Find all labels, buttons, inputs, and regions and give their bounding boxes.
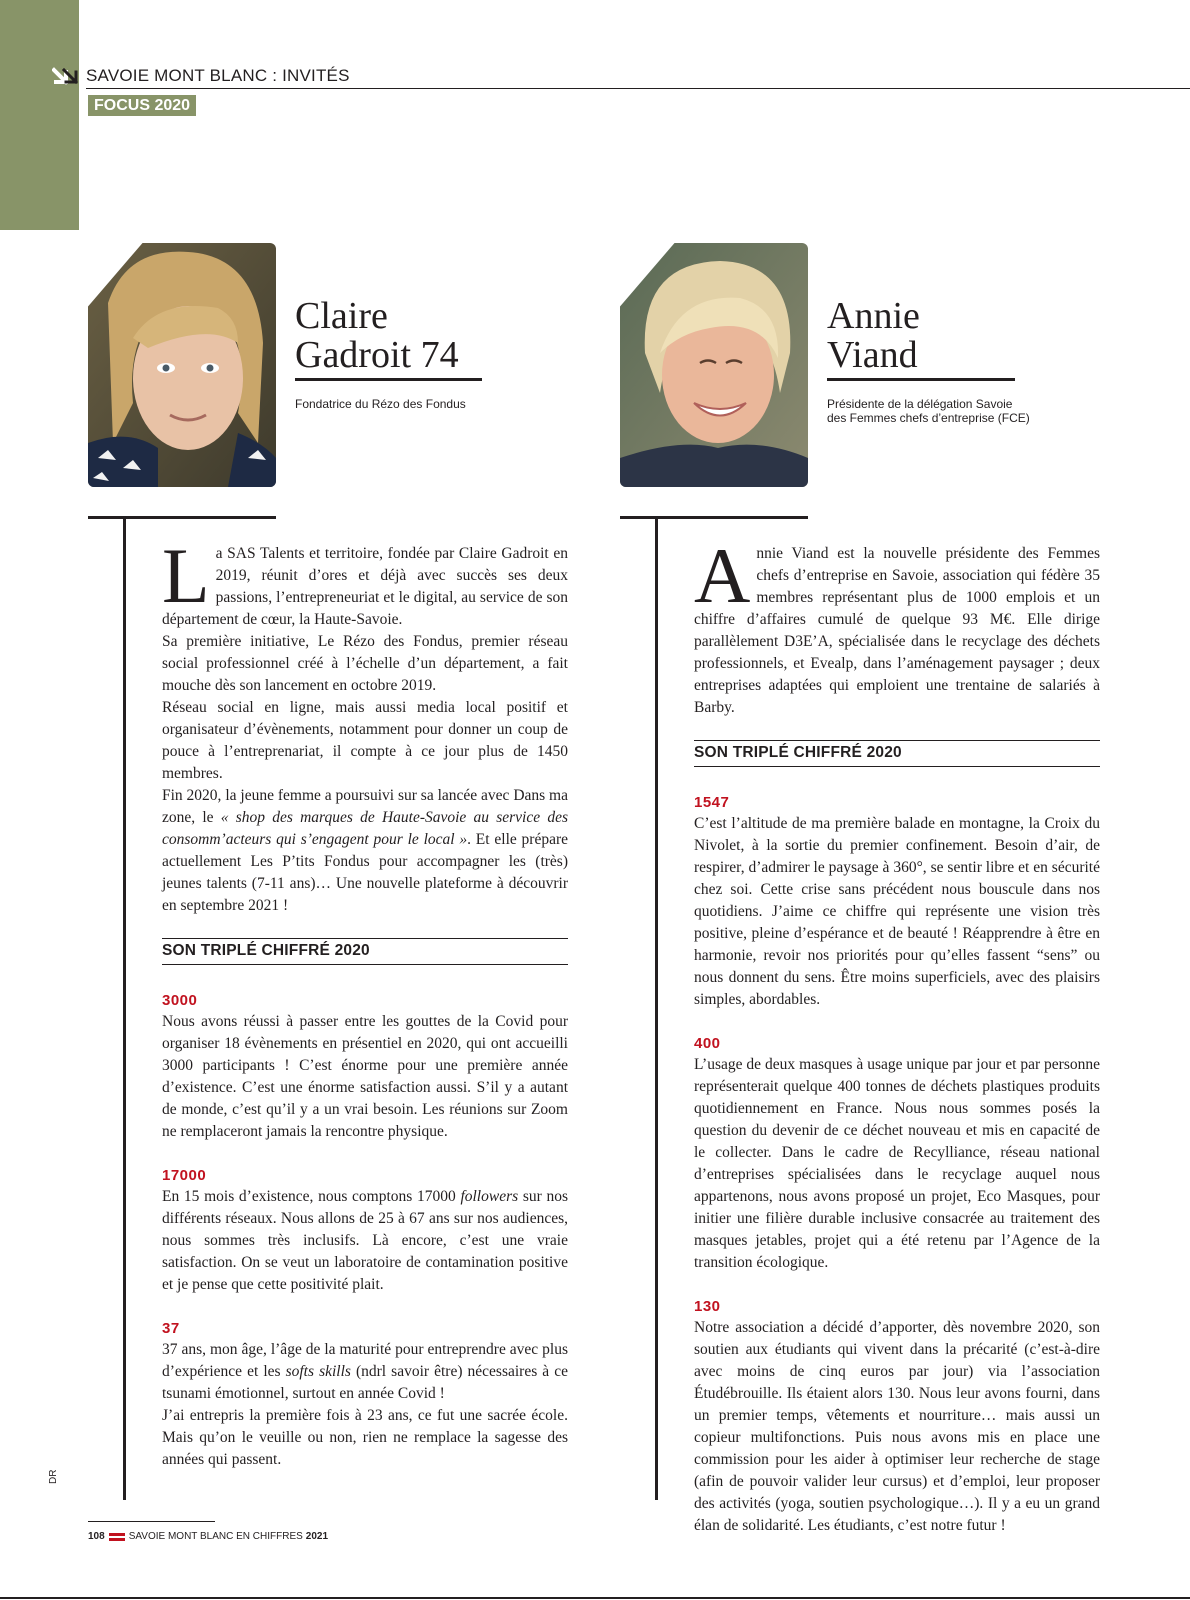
text-run: Fin 2020, la jeune femme a poursuivi sur sa lancée avec Dans ma zone, le	[162, 787, 568, 826]
intro-paragraph	[694, 532, 1100, 719]
text-run: En 15 mois d’existence, nous comptons 17000	[162, 1188, 461, 1205]
name-line: Claire	[295, 295, 388, 337]
key-figure: 130	[694, 1298, 721, 1315]
name-line: Annie	[827, 295, 920, 337]
figure-paragraph: Notre association a décidé d’apporter, dès novembre 2020, son soutien aux étudiants qui vivent dans la précarité (c’est-à-dire avec moins de cinq euros par jour) via l’association Étudébrouille. Ils étaient alors 130. Nous leur avons fourni, dans un premier temps, vêtements et nourriture… mais aussi un copieur multifonctions. Puis nous avons mis en place une commission pour les aider à optimiser leur recherche de stage (afin de pouvoir valider leur cursus) et d’emploi, leur proposer des activités (yoga, soutien psychologique…). Il y a eu un grand élan de solidarité. Les étudiants, c’est notre futur !	[694, 1319, 1100, 1534]
footer-divider	[88, 1521, 215, 1522]
figure-paragraph	[162, 1339, 568, 1405]
figure-paragraph: J’ai entrepris la première fois à 23 ans, ce fut une sacrée école. Mais qu’on le veuille ou non, rien ne remplace la sagesse des années qui passent.	[162, 1407, 568, 1468]
figure-paragraph	[162, 1186, 568, 1296]
name-underline	[827, 378, 1015, 381]
name-underline	[295, 378, 482, 381]
drop-cap: L	[162, 532, 210, 619]
person-name-annie	[827, 297, 920, 375]
page-number: 108	[88, 1531, 105, 1542]
text-run: . Et elle prépare actuellement Les P’tits Fondus pour accompagner les (très) jeunes talents (7-11 ans)… Une nouvelle plateforme à découvrir en septembre 2021 !	[162, 831, 569, 914]
flag-icon	[109, 1533, 125, 1541]
green-side-bar	[0, 0, 79, 230]
intro-text: nnie Viand est la nouvelle présidente des Femmes chefs d’entreprise en Savoie, association qui fédère 35 membres représentant plus de 1000 emplois et un chiffre d’affaires cumulé de quelque 93 M€. Elle dirige parallèlement D3E’A, spécialisée dans le recyclage des déchets professionnels, et Evealp, dans l’aménagement paysager ; deux entreprises adaptées qui emploient une trentaine de salariés à Barby.	[694, 545, 1100, 716]
column-vertical-rule	[655, 516, 658, 1500]
name-line: Gadroit 74	[295, 334, 459, 376]
section-heading: SON TRIPLÉ CHIFFRÉ 2020	[162, 938, 568, 965]
body-paragraph	[162, 785, 568, 917]
text-run: (ndrl savoir être) nécessaires à ce tsunami émotionnel, surtout en année Covid !	[162, 1363, 568, 1402]
role-line: Présidente de la délégation Savoie	[827, 397, 1013, 411]
arrow-icon	[52, 66, 82, 90]
figure-paragraph: C’est l’altitude de ma première balade en montagne, la Croix du Nivolet, à la sortie du premier confinement. Besoin d’air, de respirer, d’admirer le paysage à 360°, se sentir libre et en sécurité chez soi. Cette crise sans précédent nous bouscule dans nos quotidiens. J’aime ce chiffre qui représente une vision très positive, pleine d’espérance et de beauté ! Réapprendre à être en harmonie, revoir nos priorités pour qu’elles fassent “sens” ou nous donnent du sens. Être moins superficiels, avec des plaisirs simples, abordables.	[694, 815, 1100, 1008]
column-top-rule	[88, 516, 276, 519]
section-header-title: SAVOIE MONT BLANC : INVITÉS	[86, 66, 350, 85]
role-line: des Femmes chefs d’entreprise (FCE)	[827, 410, 1030, 425]
key-figure: 1547	[694, 794, 730, 811]
person-name-claire	[295, 297, 459, 375]
quote-run: « shop des marques de Haute-Savoie au service des consomm’acteurs qui s’engagent pour le local »	[162, 809, 568, 848]
page-footer	[88, 1531, 328, 1542]
key-figure: 37	[162, 1320, 180, 1337]
section-heading: SON TRIPLÉ CHIFFRÉ 2020	[694, 740, 1100, 767]
article-column-claire	[162, 532, 569, 1471]
key-figure: 17000	[162, 1167, 207, 1184]
body-paragraph: Réseau social en ligne, mais aussi media local positif et organisateur d’évènements, notamment pour donner un coup de pouce à l’entreprenariat, il compte à ce jour plus de 1450 membres.	[162, 699, 568, 782]
italic-run: softs skills	[285, 1363, 351, 1380]
text-run: 37 ans, mon âge, l’âge de la maturité pour entreprendre avec plus d’expérience et les	[162, 1341, 568, 1380]
key-figure: 400	[694, 1035, 721, 1052]
person-role-claire: Fondatrice du Rézo des Fondus	[295, 397, 466, 411]
photo-credit: DR	[48, 1469, 59, 1484]
publication-name: SAVOIE MONT BLANC EN CHIFFRES	[128, 1531, 303, 1542]
figure-paragraph: L’usage de deux masques à usage unique par jour et par personne représenterait quelque 400 tonnes de déchets plastiques produits quotidiennement en France. Nous nous sommes posés la question du devenir de ce déchet nouveau et mis en capacité de le collecter. Dans le cadre de Recylliance, réseau national d’entreprises spécialisées dans le recyclage auquel nous appartenons, nous avons proposé un projet, Eco Masques, pour initier une filière durable inclusive consacrée au traitement des masques jetables, projet qui a été retenu par l’Agence de la transition écologique.	[694, 1056, 1100, 1271]
page-bottom-rule	[0, 1597, 1190, 1599]
intro-text: a SAS Talents et territoire, fondée par Claire Gadroit en 2019, réunit d’ores et déjà avec succès ses deux passions, l’entrepreneuriat et le digital, au service de son département de cœur, la Haute-Savoie.	[162, 545, 568, 628]
figure-paragraph: Nous avons réussi à passer entre les gouttes de la Covid pour organiser 18 évènements en présentiel en 2020, qui ont accueilli 3000 participants ! C’est énorme pour une première année d’existence. C’est une énorme satisfaction aussi. S’il y a autant de monde, c’est qu’il y a un vrai besoin. Les réunions sur Zoom ne remplaceront jamais la rencontre physique.	[162, 1013, 568, 1140]
italic-run: followers	[460, 1188, 519, 1205]
portrait-annie-viand	[620, 243, 808, 487]
publication-year: 2021	[305, 1531, 329, 1542]
person-role-annie	[827, 398, 1067, 425]
header-divider	[86, 88, 1190, 89]
name-line: Viand	[827, 334, 918, 376]
text-run: sur nos différents réseaux. Nous allons de 25 à 67 ans sur nos audiences, nous sommes très inclusifs. Là encore, c’est une vraie satisfaction. On se veut un laboratoire de contamination positive et je pense que cette positivité plait.	[162, 1188, 568, 1293]
article-column-annie	[694, 532, 1100, 1537]
column-top-rule	[620, 516, 808, 519]
body-paragraph: Sa première initiative, Le Rézo des Fondus, premier réseau social professionnel créé à l’échelle d’un département, a fait mouche dès son lancement en octobre 2019.	[162, 633, 568, 694]
drop-cap: A	[694, 532, 751, 619]
intro-paragraph	[162, 532, 568, 631]
portrait-claire-gadroit	[88, 243, 276, 487]
focus-tag: FOCUS 2020	[88, 95, 196, 116]
column-vertical-rule	[123, 516, 126, 1500]
key-figure: 3000	[162, 992, 198, 1009]
